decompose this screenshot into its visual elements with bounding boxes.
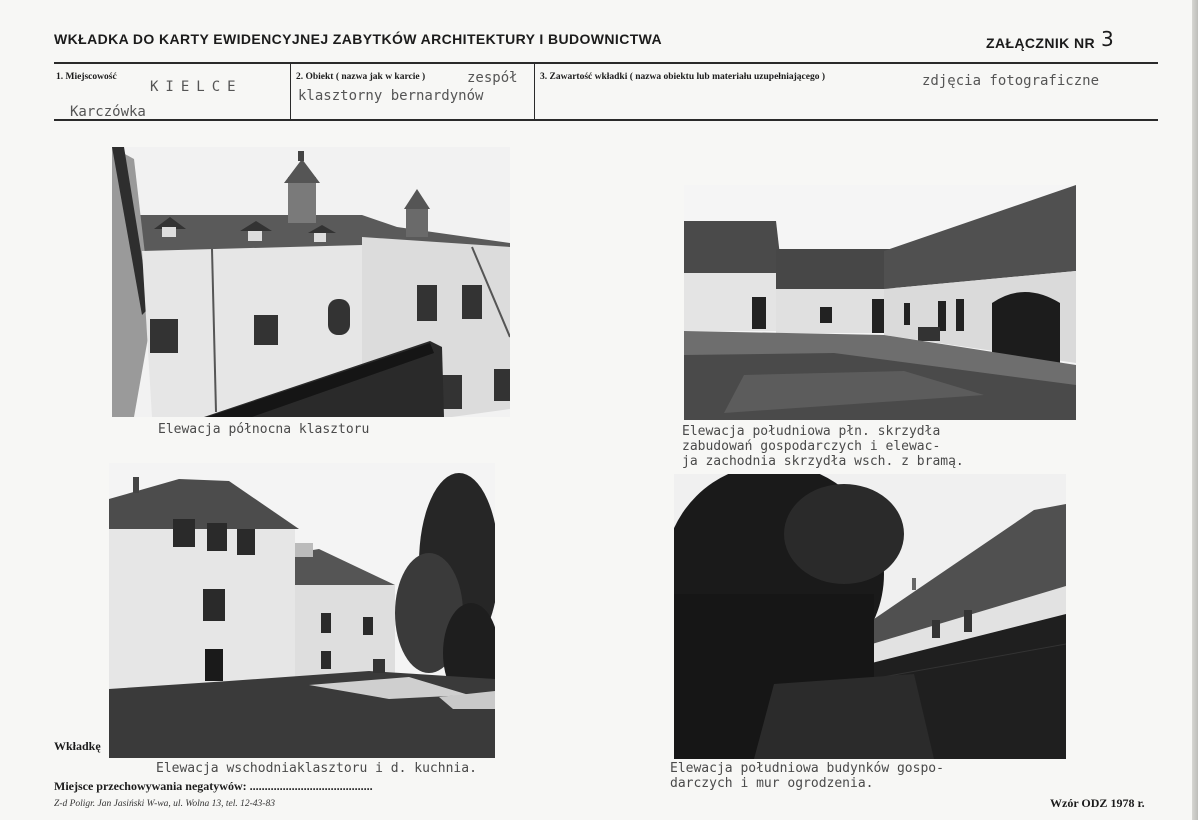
negatives-location-label: Miejsce przechowywania negatywów: ......................................... bbox=[54, 779, 373, 793]
annex-number: 3 bbox=[1101, 27, 1115, 51]
caption-east-elevation: Elewacja wschodniaklasztoru i d. kuchnia. bbox=[156, 761, 477, 776]
printer-imprint: Z-d Poligr. Jan Jasiński W-wa, ul. Wolna 13, tel. 12-43-83 bbox=[54, 799, 275, 809]
photo-north-elevation bbox=[112, 147, 510, 417]
east-elevation-image bbox=[109, 463, 495, 758]
location-label: 1. Miejscowość bbox=[56, 72, 117, 82]
field-divider-1 bbox=[290, 63, 291, 119]
caption-south-elevation-wall: Elewacja południowa budynków gospo- darczych i mur ogrodzenia. bbox=[670, 761, 944, 791]
contents-value: zdjęcia fotograficzne bbox=[922, 73, 1100, 89]
page-edge bbox=[1192, 0, 1198, 820]
north-elevation-image bbox=[112, 147, 510, 417]
farm-buildings-image bbox=[684, 185, 1076, 420]
object-label: 2. Obiekt ( nazwa jak w karcie ) bbox=[296, 72, 426, 82]
table-bottom-rule bbox=[54, 119, 1158, 121]
field-divider-2 bbox=[534, 63, 535, 119]
insert-label: Wkładkę bbox=[54, 739, 101, 753]
contents-label: 3. Zawartość wkładki ( nazwa obiektu lub materiału uzupełniającego ) bbox=[540, 72, 826, 82]
location-value: KIELCE bbox=[150, 79, 243, 95]
annex-label-text: ZAŁĄCZNIK NR bbox=[986, 35, 1096, 51]
form-title: WKŁADKA DO KARTY EWIDENCYJNEJ ZABYTKÓW ARCHITEKTURY I BUDOWNICTWA bbox=[54, 31, 663, 47]
form-template-id: Wzór ODZ 1978 r. bbox=[1050, 796, 1145, 810]
location-subvalue: Karczówka bbox=[70, 104, 146, 120]
caption-north-elevation: Elewacja północna klasztoru bbox=[158, 422, 370, 437]
object-value-line1: zespół bbox=[467, 70, 518, 86]
photo-south-elevation-wall bbox=[674, 474, 1066, 759]
photo-south-elevation-farm bbox=[684, 185, 1076, 420]
wall-and-trees-image bbox=[674, 474, 1066, 759]
object-value-line2: klasztorny bernardynów bbox=[298, 88, 484, 104]
caption-south-elevation-farm: Elewacja południowa płn. skrzydła zabudowań gospodarczych i elewac- ja zachodnia skrzydła wsch. z bramą. bbox=[682, 424, 964, 469]
table-top-rule bbox=[54, 62, 1158, 64]
annex-label bbox=[986, 29, 1114, 53]
photo-east-elevation bbox=[109, 463, 495, 758]
